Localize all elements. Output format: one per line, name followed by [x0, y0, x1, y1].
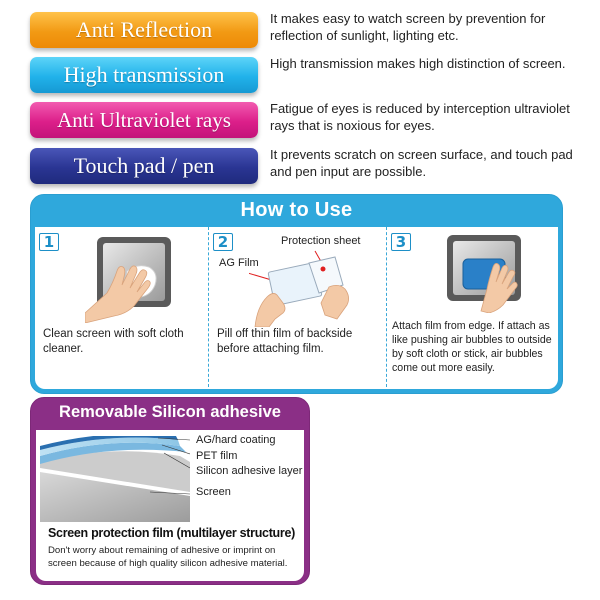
- step-description: Clean screen with soft cloth cleaner.: [43, 328, 184, 355]
- layer-diagram-icon: [40, 436, 190, 522]
- silicon-adhesive-title: Removable Silicon adhesive: [59, 403, 281, 421]
- feature-anti-reflection: [30, 10, 575, 52]
- step-1: [35, 227, 208, 387]
- layer-label: Silicon adhesive layer: [196, 465, 303, 477]
- feature-label: High transmission: [30, 57, 258, 93]
- how-to-use-title: How to Use: [240, 199, 353, 221]
- feature-description: It prevents scratch on screen surface, and touch pad and pen input are possible.: [270, 147, 573, 179]
- hands-peeling-icon: [249, 247, 359, 327]
- silicon-note: Don't worry about remaining of adhesive or imprint on screen because of high quality silicon adhesive material.: [48, 545, 288, 569]
- layer-label: Screen: [196, 486, 231, 498]
- silicon-subtitle: Screen protection film (multilayer structure): [48, 526, 295, 540]
- feature-description: It makes easy to watch screen by prevention for reflection of sunlight, lighting etc.: [270, 11, 546, 43]
- how-to-use-steps: [35, 227, 558, 389]
- step-number: 2: [213, 233, 233, 251]
- feature-description: High transmission makes high distinction of screen.: [270, 56, 566, 71]
- step-2: [208, 227, 386, 387]
- feature-label: Anti Reflection: [30, 12, 258, 48]
- silicon-adhesive-content: [36, 430, 304, 581]
- step-3: [386, 227, 558, 387]
- silicon-adhesive-panel: [30, 397, 310, 585]
- step-description: Attach film from edge. If attach as like pushing air bubbles to outside by soft cloth or stick, air bubbles come out more easily.: [392, 320, 552, 374]
- hand-pressing-icon: [437, 233, 537, 313]
- how-to-use-panel: [30, 194, 563, 394]
- feature-label: Touch pad / pen: [30, 148, 258, 184]
- feature-description: Fatigue of eyes is reduced by interception ultraviolet rays that is noxious for eyes.: [270, 101, 570, 133]
- layer-label: AG/hard coating: [196, 434, 276, 446]
- protection-sheet-label: Protection sheet: [281, 235, 361, 247]
- step-description: Pill off thin film of backside before attaching film.: [217, 328, 353, 355]
- feature-anti-ultraviolet: [30, 100, 575, 142]
- feature-high-transmission: [30, 55, 575, 97]
- ag-film-label: AG Film: [219, 257, 259, 269]
- hand-wiping-icon: [85, 233, 185, 323]
- feature-label: Anti Ultraviolet rays: [30, 102, 258, 138]
- feature-touch-pad: [30, 146, 575, 188]
- step-number: 3: [391, 233, 411, 251]
- step-number: 1: [39, 233, 59, 251]
- layer-label: PET film: [196, 450, 238, 462]
